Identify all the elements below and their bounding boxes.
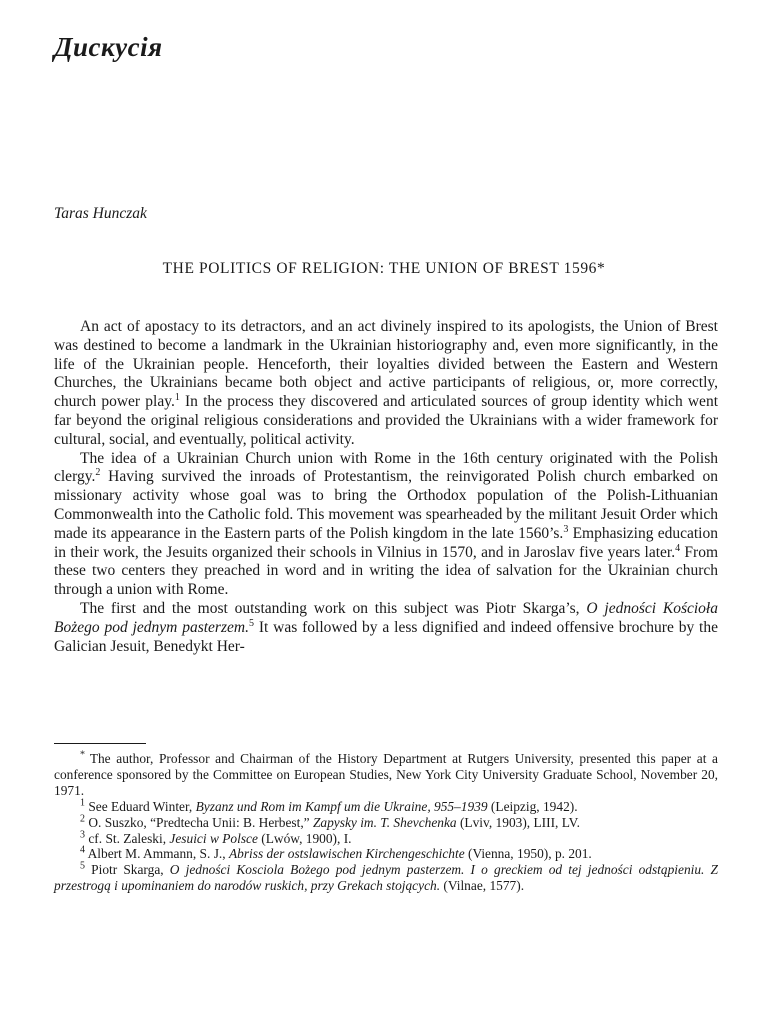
body-paragraph: [54, 318, 718, 450]
body-paragraph: [54, 450, 718, 600]
article-author: Taras Hunczak: [54, 205, 147, 222]
text-run: It was followed by a less dignified and indeed offensive brochure by the Galician Jesuit, Benedykt Her-: [54, 618, 718, 655]
footnote-ref: 4: [675, 542, 681, 554]
body-paragraph: [54, 600, 718, 656]
footnote-ref: 4: [80, 844, 85, 856]
article-title-text: THE POLITICS OF RELIGION: THE UNION OF BREST 1596: [162, 260, 598, 277]
section-header: Дискусія: [54, 32, 163, 62]
footnote: [54, 815, 718, 831]
footnote: [54, 846, 718, 862]
footnote: [54, 751, 718, 799]
text-run: (Vienna, 1950), p. 201.: [464, 846, 592, 862]
text-run: O. Suszko, “Predtecha Unii: B. Herbest,”: [85, 814, 313, 830]
footnote-ref: 2: [95, 467, 101, 479]
text-run: *: [80, 749, 90, 761]
footnote-ref: 3: [80, 829, 85, 841]
italic-text: Byzanz und Rom im Kampf um die Ukraine, 955–1939: [195, 798, 488, 814]
text-run: Having survived the inroads of Protestantism, the reinvigorated Polish church embarked on missionary activity whose goal was to bring the Orthodox population of the Polish-Lithuanian Commonwealth into the Catholic fold. This movement was spearheaded by the militant Jesuit Order which made its appearance in the Eastern parts of the Polish kingdom in the late 1560’s.: [54, 468, 718, 542]
footnote: [54, 862, 718, 894]
text-run: From these two centers they preached in word and in writing the idea of salvation for the Ukrainian church through a union with Rome.: [54, 543, 719, 599]
footnote-ref: 1: [174, 392, 180, 404]
text-run: (Lwów, 1900), I.: [257, 830, 352, 846]
text-run: Emphasizing education in their work, the Jesuits organized their schools in Vilnius in 1570, and in Jaroslav five years later.: [54, 524, 718, 561]
text-run: The author, Professor and Chairman of the History Department at Rutgers University, presented this paper at a conference sponsored by the Committee on European Studies, New York City University Graduate School, November 20, 1971.: [54, 751, 719, 798]
text-run: The idea of a Ukrainian Church union with Rome in the 16th century originated with the Polish clergy.: [54, 449, 718, 486]
title-footnote-mark: *: [597, 260, 606, 277]
text-run: An act of apostacy to its detractors, and an act divinely inspired to its apologists, the Union of Brest was destined to become a landmark in the Ukrainian historiography and, even more significantly, in the life of the Ukrainian people. Henceforth, their loyalties divided between the Eastern and Western Churches, the Ukrainians became both object and active participants of religious, or, more correctly, church power play.: [54, 318, 718, 411]
italic-text: Jesuici w Polsce: [169, 830, 258, 846]
italic-text: O jedności Kosciola Bożego pod jednym pasterzem. I o greckiem od tej jedności odstąpieniu. Z przestrogą i upominaniem do narodów ruskich, przy Grekach stojących.: [54, 862, 718, 894]
italic-text: Abriss der ostslawischen Kirchengeschichte: [228, 846, 465, 862]
footnote-rule: [54, 743, 146, 744]
text-run: Piotr Skarga,: [85, 862, 170, 878]
footnote-ref: 3: [563, 523, 569, 535]
text-run: In the process they discovered and articulated sources of group identity which went far beyond the original religious considerations and provided the Ukrainians with a wider framework for cultural, social, and eventually, political activity.: [54, 393, 718, 448]
footnote-ref: 5: [80, 860, 85, 872]
footnote: [54, 799, 718, 815]
italic-text: Zapysky im. T. Shevchenka: [312, 814, 457, 830]
text-run: The first and the most outstanding work on this subject was Piotr Skarga’s,: [80, 599, 587, 617]
text-run: See Eduard Winter,: [85, 798, 196, 814]
footnotes: [54, 751, 718, 894]
footnote: [54, 831, 718, 847]
footnote-ref: 5: [248, 617, 254, 629]
article-body: [54, 318, 718, 656]
text-run: (Vilnae, 1577).: [440, 878, 525, 894]
text-run: (Lviv, 1903), LIII, LV.: [456, 814, 580, 830]
footnote-ref: 1: [80, 797, 85, 809]
text-run: (Leipzig, 1942).: [487, 798, 578, 814]
footnote-ref: 2: [80, 813, 85, 825]
italic-text: O jedności Kościoła Bożego pod jednym pasterzem.: [54, 599, 718, 636]
text-run: cf. St. Zaleski,: [85, 830, 170, 846]
text-run: Albert M. Ammann, S. J.,: [85, 846, 229, 862]
article-title: [54, 260, 714, 278]
